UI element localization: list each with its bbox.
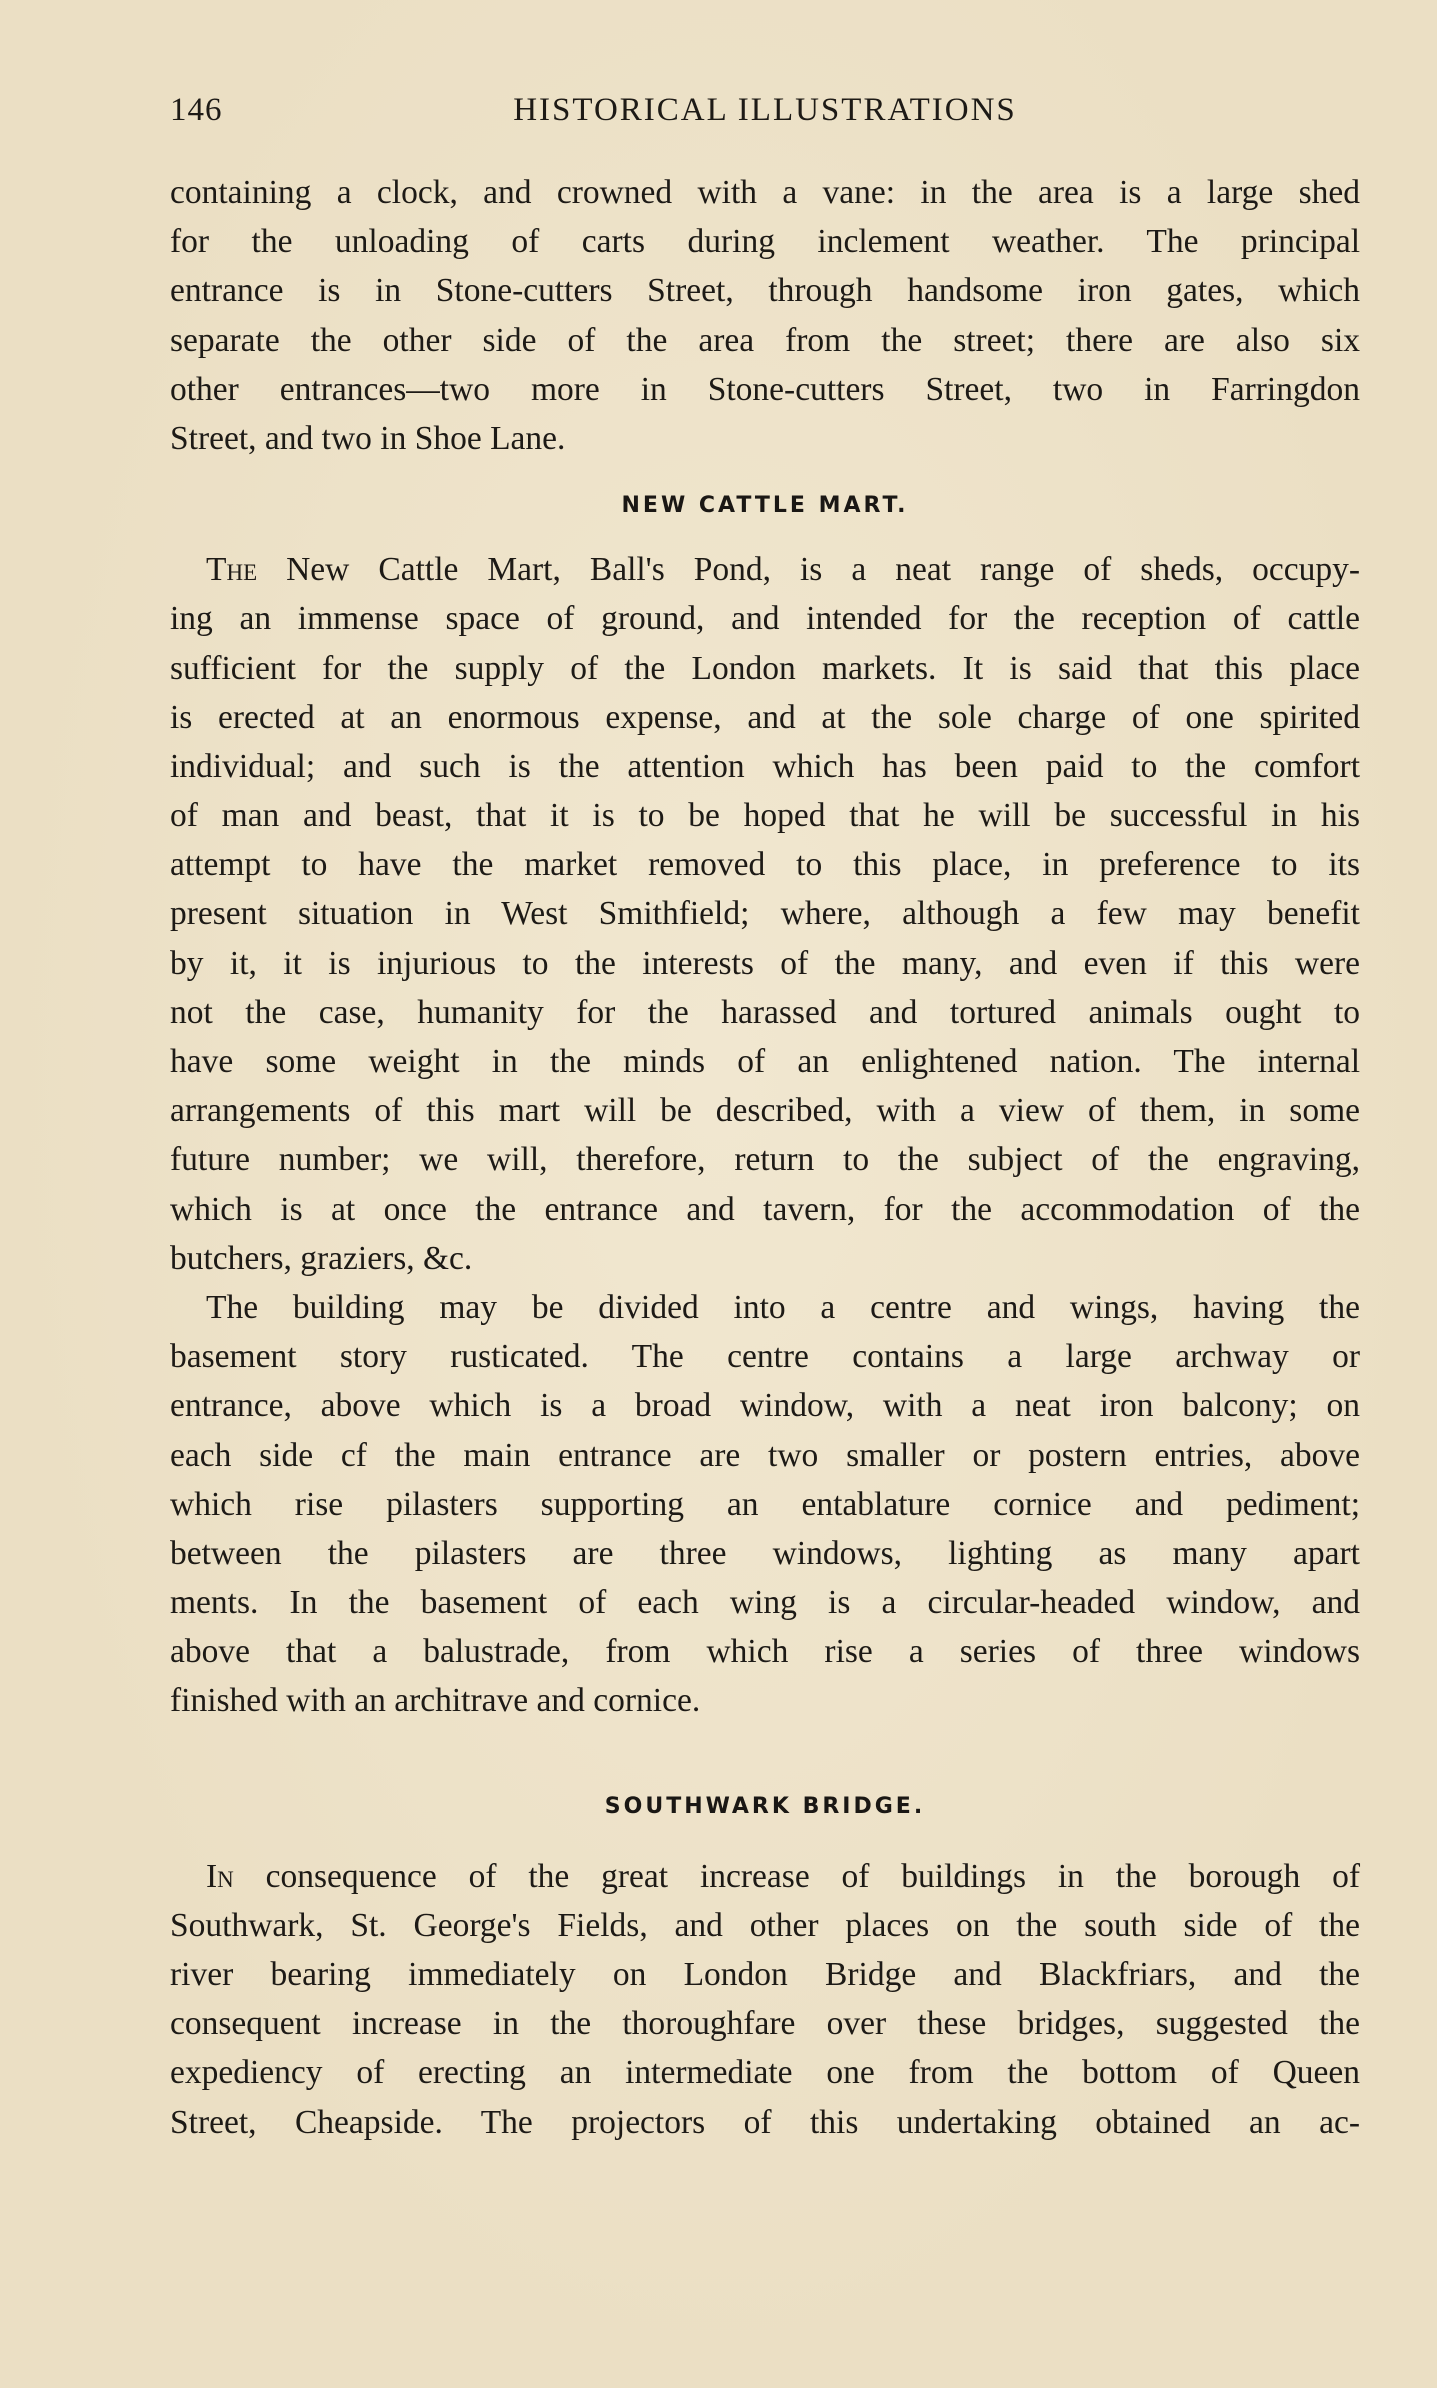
page-number: 146 [170, 92, 223, 128]
text-line: of man and beast, that it is to be hoped that he will be successful in his [170, 797, 1360, 835]
text-line: expediency of erecting an intermediate one from the bottom of Queen [170, 2054, 1360, 2092]
text-line: other entrances—two more in Stone-cutters Street, two in Farringdon [170, 370, 1360, 408]
text-line: sufficient for the supply of the London markets. It is said that this place [170, 649, 1360, 687]
intro-paragraph [170, 168, 1360, 463]
text-line: separate the other side of the area from the street; there are also six [170, 321, 1360, 359]
text-line: which rise pilasters supporting an entablature cornice and pediment; [170, 1485, 1360, 1523]
text-line: Southwark, St. George's Fields, and other places on the south side of the [170, 1906, 1360, 1944]
cattle-mart-paragraph-2 [170, 1283, 1360, 1726]
text-line: containing a clock, and crowned with a vane: in the area is a large shed [170, 174, 1360, 211]
text-line: which is at once the entrance and tavern, for the accommodation of the [170, 1190, 1360, 1228]
text-line: entrance is in Stone-cutters Street, through handsome iron gates, which [170, 272, 1360, 310]
text-line: above that a balustrade, from which rise a series of three windows [170, 1633, 1360, 1671]
text-line: between the pilasters are three windows, lighting as many apart [170, 1534, 1360, 1572]
running-head: HISTORICAL ILLUSTRATIONS [513, 92, 1017, 128]
text-line: river bearing immediately on London Bridge and Blackfriars, and the [170, 1956, 1360, 1993]
first-line-text: New Cattle Mart, Ball's Pond, is a neat range of sheds, occupy- [257, 551, 1360, 589]
page-header [170, 92, 1360, 142]
text-line: each side cf the main entrance are two smaller or postern entries, above [170, 1436, 1360, 1474]
text-line: consequent increase in the thoroughfare over these bridges, suggested the [170, 2005, 1360, 2043]
text-line: ing an immense space of ground, and intended for the reception of cattle [170, 600, 1360, 638]
text-line [170, 545, 1360, 594]
section-title-new-cattle-mart: NEW CATTLE MART. [621, 493, 909, 519]
text-line: Street, Cheapside. The projectors of this undertaking obtained an ac- [170, 2103, 1360, 2141]
lead-word: In [206, 1857, 234, 1895]
text-line: have some weight in the minds of an enlightened nation. The internal [170, 1043, 1360, 1080]
text-line: ments. In the basement of each wing is a circular-headed window, and [170, 1584, 1360, 1622]
text-line: for the unloading of carts during inclement weather. The principal [170, 223, 1360, 261]
text-line: is erected at an enormous expense, and at the sole charge of one spirited [170, 698, 1360, 736]
text-line: by it, it is injurious to the interests of the many, and even if this were [170, 944, 1360, 982]
body-text [170, 168, 1360, 2147]
text-line: entrance, above which is a broad window, with a neat iron balcony; on [170, 1387, 1360, 1425]
text-line: future number; we will, therefore, return to the subject of the engraving, [170, 1141, 1360, 1179]
cattle-mart-paragraph-1 [170, 545, 1360, 1283]
section-title-southwark-bridge: SOUTHWARK BRIDGE. [604, 1793, 926, 1819]
text-line: basement story rusticated. The centre contains a large archway or [170, 1338, 1360, 1376]
text-line: attempt to have the market removed to this place, in preference to its [170, 846, 1360, 884]
text-line: Street, and two in Shoe Lane. [170, 419, 566, 457]
text-line: arrangements of this mart will be described, with a view of them, in some [170, 1092, 1360, 1130]
text-line: present situation in West Smithfield; where, although a few may benefit [170, 895, 1360, 933]
southwark-bridge-paragraph [170, 1852, 1360, 2147]
text-line: finished with an architrave and cornice. [170, 1682, 701, 1720]
text-line [170, 1852, 1360, 1901]
text-line: The building may be divided into a centre and wings, having the [206, 1288, 1360, 1326]
first-line-text: consequence of the great increase of buildings in the borough of [233, 1857, 1360, 1895]
text-line: not the case, humanity for the harassed and tortured animals ought to [170, 993, 1360, 1031]
text-line: individual; and such is the attention which has been paid to the comfort [170, 747, 1360, 785]
lead-word: The [206, 551, 258, 589]
text-line: butchers, graziers, &c. [170, 1239, 473, 1277]
